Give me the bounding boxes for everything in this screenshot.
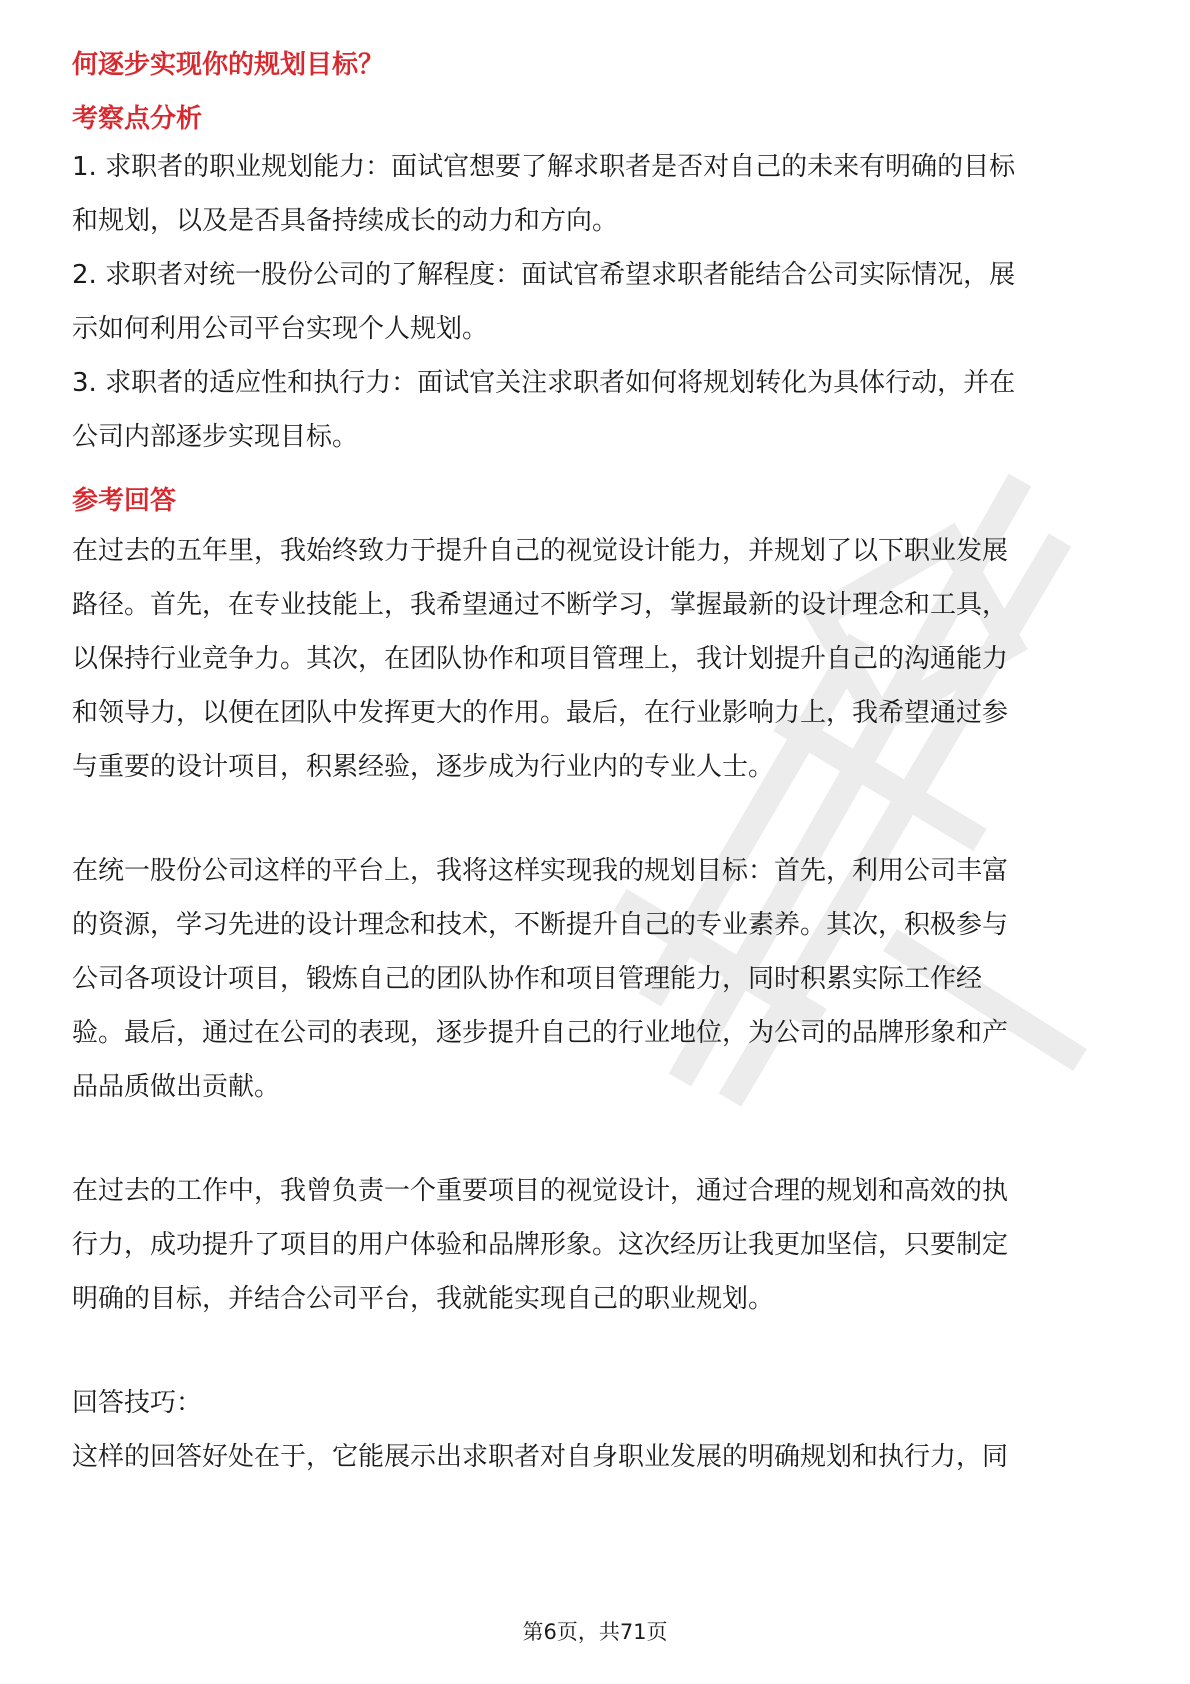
answer-line: 的资源，学习先进的设计理念和技术，不断提升自己的专业素养。其次，积极参与 (72, 910, 1009, 940)
section-title: 何逐步实现你的规划目标？ (72, 50, 385, 80)
analysis-line: 示如何利用公司平台实现个人规划。 (72, 314, 489, 344)
answer-line: 和领导力，以便在团队中发挥更大的作用。最后，在行业影响力上，我希望通过参 (72, 698, 1009, 728)
answer-line: 行力，成功提升了项目的用户体验和品牌形象。这次经历让我更加坚信，只要制定 (72, 1230, 1009, 1260)
page-number: 第6页，共71页 (522, 1620, 668, 1644)
answer-line: 公司各项设计项目，锻炼自己的团队协作和项目管理能力，同时积累实际工作经 (72, 964, 983, 994)
answer-heading: 参考回答 (72, 486, 177, 516)
analysis-line: 3. 求职者的适应性和执行力：面试官关注求职者如何将规划转化为具体行动，并在 (72, 368, 1016, 398)
answer-line: 以保持行业竞争力。其次，在团队协作和项目管理上，我计划提升自己的沟通能力 (72, 644, 1009, 674)
tips-line: 这样的回答好处在于，它能展示出求职者对自身职业发展的明确规划和执行力，同 (72, 1442, 1009, 1472)
analysis-heading: 考察点分析 (72, 104, 203, 134)
answer-line: 路径。首先，在专业技能上，我希望通过不断学习，掌握最新的设计理念和工具， (72, 590, 1009, 620)
analysis-line: 和规划，以及是否具备持续成长的动力和方向。 (72, 206, 619, 236)
answer-line: 在过去的工作中，我曾负责一个重要项目的视觉设计，通过合理的规划和高效的执 (72, 1176, 1009, 1206)
answer-line: 在过去的五年里，我始终致力于提升自己的视觉设计能力，并规划了以下职业发展 (72, 536, 1009, 566)
answer-line: 在统一股份公司这样的平台上，我将这样实现我的规划目标：首先，利用公司丰富 (72, 856, 1009, 886)
answer-line: 明确的目标，并结合公司平台，我就能实现自己的职业规划。 (72, 1284, 775, 1314)
analysis-line: 2. 求职者对统一股份公司的了解程度：面试官希望求职者能结合公司实际情况，展 (72, 260, 1016, 290)
tips-heading: 回答技巧： (72, 1388, 203, 1418)
answer-line: 品品质做出贡献。 (72, 1072, 281, 1102)
answer-line: 与重要的设计项目，积累经验，逐步成为行业内的专业人士。 (72, 752, 775, 782)
analysis-line: 公司内部逐步实现目标。 (72, 422, 359, 452)
analysis-line: 1. 求职者的职业规划能力：面试官想要了解求职者是否对自己的未来有明确的目标 (72, 152, 1016, 182)
answer-line: 验。最后，通过在公司的表现，逐步提升自己的行业地位，为公司的品牌形象和产 (72, 1018, 1009, 1048)
